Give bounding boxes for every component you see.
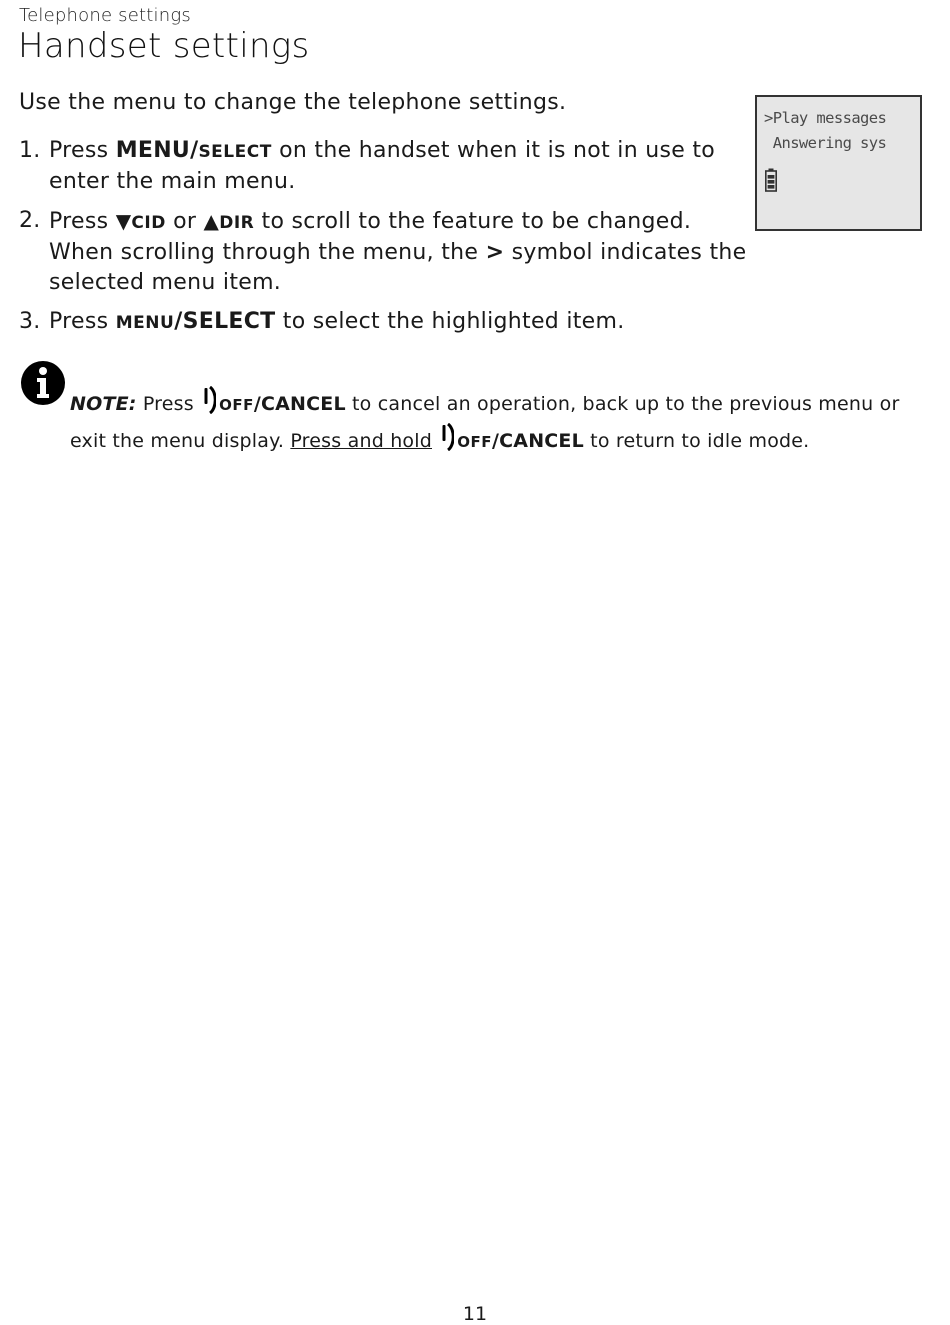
- selection-symbol: >: [485, 240, 505, 265]
- off-key-label: OFF: [219, 396, 254, 414]
- step-number: 1.: [19, 138, 41, 163]
- lcd-line-2: Answering sys: [764, 134, 887, 152]
- page-number: 11: [462, 1303, 488, 1325]
- step-press: Press: [49, 309, 109, 334]
- step-text: on the handset when it is not in use to enter the main menu.: [49, 138, 716, 194]
- cancel-key-label: /CANCEL: [253, 393, 346, 415]
- select-key-label: SELECT: [198, 142, 272, 162]
- step-number: 2.: [19, 208, 41, 233]
- step-press: Press: [49, 138, 109, 163]
- note-text-2: to return to idle mode.: [590, 430, 810, 452]
- steps-list: [19, 136, 749, 347]
- step-2: [19, 206, 749, 298]
- note-press: Press: [142, 393, 194, 415]
- page-title: Handset settings: [18, 26, 310, 66]
- off-cancel-phone-icon-2: [442, 423, 454, 451]
- cid-key-label: CID: [131, 213, 166, 233]
- note-label: NOTE:: [70, 393, 137, 415]
- step-text: to select the highlighted item.: [282, 309, 625, 334]
- down-arrow-icon: ▼: [115, 209, 132, 233]
- info-icon: [20, 360, 66, 406]
- off-key-label-2: OFF: [457, 433, 492, 451]
- lcd-line-1: >Play messages: [764, 109, 887, 127]
- step-or: or: [173, 209, 197, 234]
- press-and-hold-text: Press and hold: [290, 430, 432, 452]
- cancel-key-label-2: /CANCEL: [492, 430, 584, 452]
- step-press: Press: [49, 209, 109, 234]
- intro-text: Use the menu to change the telephone settings.: [19, 90, 567, 115]
- step-text: to scroll to the feature to be changed. When scrolling through the menu, the: [49, 209, 692, 265]
- step-3: [19, 307, 749, 338]
- off-cancel-phone-icon: [204, 386, 216, 414]
- battery-icon: [765, 168, 777, 192]
- menu-key-label: MENU: [115, 313, 175, 333]
- menu-key-label: MENU/: [115, 138, 199, 163]
- select-key-label: /SELECT: [174, 309, 276, 334]
- section-label: Telephone settings: [19, 5, 191, 26]
- up-arrow-icon: ▲: [203, 209, 220, 233]
- step-1: [19, 136, 749, 197]
- step-number: 3.: [19, 309, 41, 334]
- dir-key-label: DIR: [219, 213, 255, 233]
- step-text-cont: symbol indicates the selected menu item.: [49, 240, 747, 295]
- note-text-1: to cancel an operation, back up to the previous menu or exit the menu display.: [70, 393, 900, 452]
- handset-lcd-screen: [755, 95, 922, 231]
- note-text: [70, 386, 930, 460]
